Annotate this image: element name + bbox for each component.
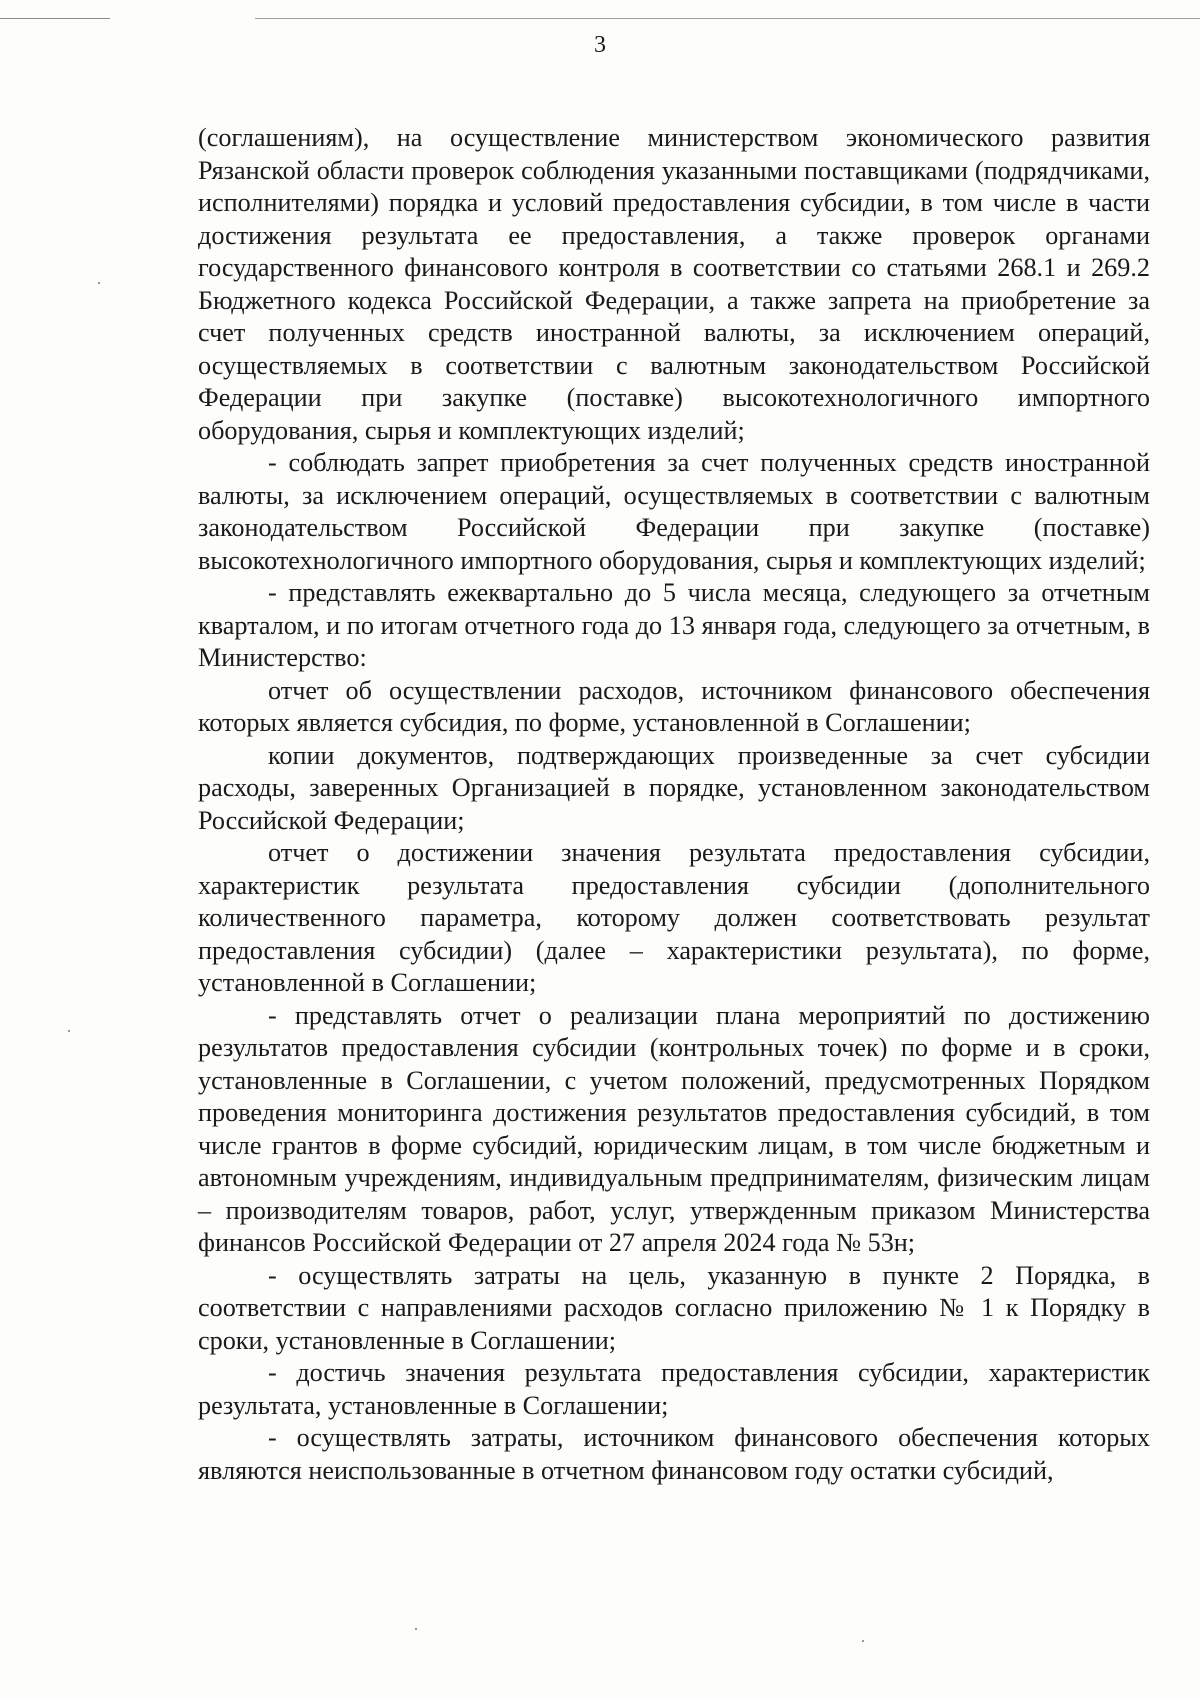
- document-body: [198, 122, 1150, 1487]
- paragraph: - осуществлять затраты на цель, указанную в пункте 2 Порядка, в соответствии с направлениями расходов согласно приложению № 1 к Порядку в сроки, установленные в Соглашении;: [198, 1260, 1150, 1355]
- paragraph: - представлять ежеквартально до 5 числа месяца, следующего за отчетным кварталом, и по итогам отчетного года до 13 января года, следующего за отчетным, в Министерство:: [198, 578, 1150, 672]
- paragraph: - представлять отчет о реализации плана мероприятий по достижению результатов предоставления субсидии (контрольных точек) по форме и в сроки, установленные в Соглашении, с учетом положений, предусмотренных Порядком проведения мониторинга достижения результатов предоставления субсидий, в том числе грантов в форме субсидий, юридическим лицам, в том числе бюджетным и автономным учреждениям, индивидуальным предпринимателям, физическим лицам – производителям товаров, работ, услуг, утвержденным приказом Министерства финансов Российской Федерации от 27 апреля 2024 года № 53н;: [198, 1000, 1150, 1257]
- paragraph: копии документов, подтверждающих произведенные за счет субсидии расходы, заверенных Организацией в порядке, установленном законодательством Российской Федерации;: [198, 740, 1150, 835]
- scan-speck: [68, 1030, 70, 1032]
- paragraph: - достичь значения результата предоставления субсидии, характеристик результата, установленные в Соглашении;: [198, 1358, 1150, 1420]
- scan-edge-line: [0, 18, 110, 19]
- paragraph: отчет о достижении значения результата предоставления субсидии, характеристик результата предоставления субсидии (дополнительного количественного параметра, которому должен соответствовать результат предоставления субсидии) (далее – характеристики результата), по форме, установленной в Соглашении;: [198, 838, 1150, 997]
- paragraph: - соблюдать запрет приобретения за счет полученных средств иностранной валюты, за исключением операций, осуществляемых в соответствии с валютным законодательством Российской Федерации при закупке (поставке) высокотехнологичного импортного оборудования, сырья и комплектующих изделий;: [198, 448, 1150, 575]
- page-number: 3: [594, 32, 606, 58]
- scan-speck: [862, 1640, 864, 1642]
- scan-speck: [98, 282, 100, 284]
- scan-edge-line: [255, 18, 1200, 19]
- paragraph: - осуществлять затраты, источником финансового обеспечения которых являются неиспользованные в отчетном финансовом году остатки субсидий,: [198, 1423, 1150, 1485]
- scan-speck: [415, 1628, 417, 1630]
- paragraph: (соглашениям), на осуществление министерством экономического развития Рязанской области проверок соблюдения указанными поставщиками (подрядчиками, исполнителями) порядка и условий предоставления субсидии, в том числе в части достижения результата ее предоставления, а также проверок органами государственного финансового контроля в соответствии со статьями 268.1 и 269.2 Бюджетного кодекса Российской Федерации, а также запрета на приобретение за счет полученных средств иностранной валюты, за исключением операций, осуществляемых в соответствии с валютным законодательством Российской Федерации при закупке (поставке) высокотехнологичного импортного оборудования, сырья и комплектующих изделий;: [198, 123, 1150, 445]
- paragraph: отчет об осуществлении расходов, источником финансового обеспечения которых является субсидия, по форме, установленной в Соглашении;: [198, 675, 1150, 737]
